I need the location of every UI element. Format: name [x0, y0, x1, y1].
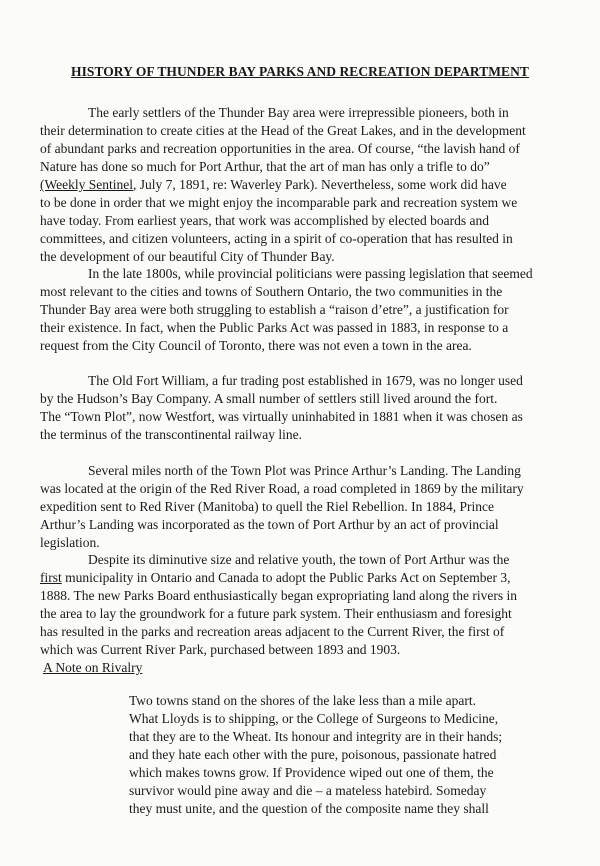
text-line: their determination to create cities at the Head of the Great Lakes, and in the development — [40, 123, 526, 138]
text-line: most relevant to the cities and towns of Southern Ontario, the two communities in the — [40, 284, 503, 299]
text-line: The “Town Plot”, now Westfort, was virtually uninhabited in 1881 when it was chosen as — [40, 409, 523, 424]
text-line: have today. From earliest years, that work was accomplished by elected boards and — [40, 213, 489, 228]
text-line: they must unite, and the question of the composite name they shall — [129, 801, 489, 816]
text-line: expedition sent to Red River (Manitoba) to quell the Riel Rebellion. In 1884, Prince — [40, 499, 495, 514]
text-line: In the late 1800s, while provincial politicians were passing legislation that seemed — [88, 266, 533, 281]
text-line: request from the City Council of Toronto, there was not even a town in the area. — [40, 338, 472, 353]
text-line: Arthur’s Landing was incorporated as the town of Port Arthur by an act of provincial — [40, 517, 499, 532]
text-line: to be done in order that we might enjoy the incomparable park and recreation system we — [40, 195, 518, 210]
emphasis-first: first — [40, 570, 62, 585]
text-line: legislation. — [40, 535, 100, 550]
page-title: HISTORY OF THUNDER BAY PARKS AND RECREATION DEPARTMENT — [71, 64, 529, 79]
text-line: was located at the origin of the Red River Road, a road completed in 1869 by the military — [40, 481, 524, 496]
text-line: Nature has done so much for Port Arthur, that the art of man has only a trifle to do” — [40, 159, 490, 174]
text-line: The Old Fort William, a fur trading post established in 1679, was no longer used — [88, 373, 523, 388]
text-line: Thunder Bay area were both struggling to establish a “raison d’etre”, a justification for — [40, 302, 509, 317]
text-line: Despite its diminutive size and relative youth, the town of Port Arthur was the — [88, 552, 510, 567]
citation-weekly-sentinel: (Weekly Sentinel — [40, 177, 134, 192]
text-line: committees, and citizen volunteers, acting in a spirit of co-operation that has resulted in — [40, 231, 513, 246]
paragraph-prince-arthurs-landing — [40, 462, 570, 552]
paragraph-old-fort-william — [40, 372, 570, 444]
text-line: that they are to the Wheat. Its honour and integrity are in their hands; — [129, 729, 503, 744]
text-line: 1888. The new Parks Board enthusiastically began expropriating land along the rivers in — [40, 588, 518, 603]
text-line: their existence. In fact, when the Public Parks Act was passed in 1883, in response to a — [40, 320, 509, 335]
text-line: which was Current River Park, purchased between 1893 and 1903. — [40, 642, 401, 657]
text-line: The early settlers of the Thunder Bay area were irrepressible pioneers, both in — [88, 105, 509, 120]
paragraph-early-settlers — [40, 104, 570, 266]
paragraph-late-1800s — [40, 265, 570, 355]
block-quote — [129, 692, 579, 818]
section-heading-rivalry: A Note on Rivalry — [43, 660, 143, 675]
text-line: the terminus of the transcontinental railway line. — [40, 427, 303, 442]
text-line: survivor would pine away and die – a mateless hatebird. Someday — [129, 783, 487, 798]
text-line: the area to lay the groundwork for a future park system. Their enthusiasm and foresight — [40, 606, 512, 621]
text-line: Several miles north of the Town Plot was Prince Arthur’s Landing. The Landing — [88, 463, 521, 478]
text-line: municipality in Ontario and Canada to adopt the Public Parks Act on September 3, — [61, 570, 511, 585]
text-line: has resulted in the parks and recreation areas adjacent to the Current River, the first of — [40, 624, 505, 639]
text-line: of abundant parks and recreation opportunities in the area. Of course, “the lavish hand of — [40, 141, 520, 156]
text-line: What Lloyds is to shipping, or the College of Surgeons to Medicine, — [129, 711, 499, 726]
text-line: the development of our beautiful City of Thunder Bay. — [40, 249, 335, 264]
text-line: , July 7, 1891, re: Waverley Park). Nevertheless, some work did have — [133, 177, 507, 192]
text-line: by the Hudson’s Bay Company. A small number of settlers still lived around the fort. — [40, 391, 498, 406]
text-line: which makes towns grow. If Providence wiped out one of them, the — [129, 765, 494, 780]
text-line: and they hate each other with the pure, poisonous, passionate hatred — [129, 747, 497, 762]
text-line: Two towns stand on the shores of the lake less than a mile apart. — [129, 693, 476, 708]
paragraph-public-parks-act — [40, 551, 570, 659]
